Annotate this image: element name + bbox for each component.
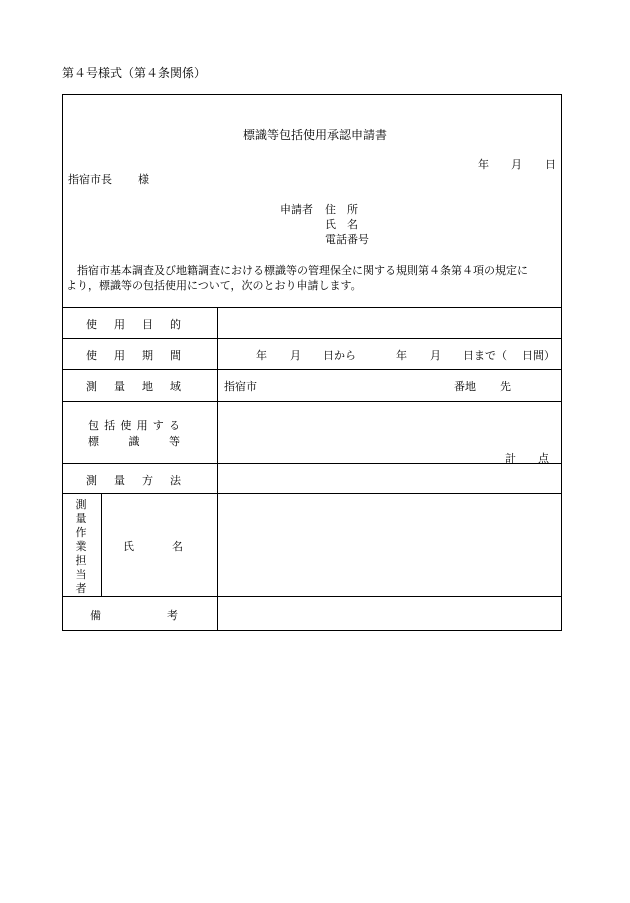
- period-from-month[interactable]: 月: [290, 349, 301, 362]
- row-divider: [62, 369, 562, 370]
- applicant-address-label[interactable]: 住 所: [325, 203, 358, 216]
- period-label: 使 用 期 間: [86, 349, 181, 362]
- date-year[interactable]: 年: [478, 158, 489, 171]
- applicant-name-label[interactable]: 氏 名: [325, 218, 358, 231]
- statement-line-2: より，標識等の包括使用について，次のとおり申請します。: [66, 279, 362, 292]
- markers-count-unit: 計 点: [505, 452, 549, 465]
- statement-line-1: 指宿市基本調査及び地籍調査における標識等の管理保全に関する規則第４条第４項の規定に: [66, 264, 528, 277]
- period-from-year[interactable]: 年: [256, 349, 267, 362]
- column-divider: [101, 493, 102, 596]
- applicant-phone-label[interactable]: 電話番号: [325, 233, 369, 246]
- method-input[interactable]: [219, 465, 560, 492]
- method-label: 測 量 方 法: [86, 474, 181, 487]
- row-divider: [62, 463, 562, 464]
- applicant-label: 申請者: [280, 203, 313, 216]
- period-days[interactable]: 日間）: [522, 349, 555, 362]
- worker-name-input[interactable]: [219, 495, 560, 595]
- addressee-name: 指宿市長: [68, 173, 112, 186]
- column-divider: [217, 307, 218, 631]
- worker-name-label: 氏 名: [123, 540, 183, 553]
- period-to-month[interactable]: 月: [430, 349, 441, 362]
- area-banchi: 番地: [454, 380, 476, 393]
- row-divider: [62, 596, 562, 597]
- markers-label-line1: 包 括 使 用 す る: [88, 419, 180, 432]
- row-divider: [62, 338, 562, 339]
- row-divider: [62, 493, 562, 494]
- worker-label-vertical: 測量作業担当者: [75, 498, 87, 595]
- purpose-input[interactable]: [219, 309, 560, 337]
- purpose-label: 使 用 目 的: [86, 318, 181, 331]
- area-saki: 先: [500, 380, 511, 393]
- period-to-year[interactable]: 年: [396, 349, 407, 362]
- area-label: 測 量 地 域: [86, 380, 181, 393]
- remarks-input[interactable]: [219, 598, 560, 630]
- date-month[interactable]: 月: [511, 158, 522, 171]
- period-from-day[interactable]: 日から: [323, 349, 356, 362]
- form-title: 標識等包括使用承認申請書: [242, 128, 387, 142]
- markers-label-line2: 標 識 等: [88, 435, 180, 448]
- area-input[interactable]: [262, 371, 447, 399]
- date-day[interactable]: 日: [545, 158, 556, 171]
- row-divider: [62, 401, 562, 402]
- remarks-label: 備 考: [90, 609, 178, 622]
- addressee-honorific: 様: [138, 173, 149, 186]
- form-number: 第４号様式（第４条関係）: [62, 66, 207, 80]
- period-to-day[interactable]: 日まで（: [463, 349, 507, 362]
- row-divider: [62, 307, 562, 308]
- area-city: 指宿市: [224, 380, 257, 393]
